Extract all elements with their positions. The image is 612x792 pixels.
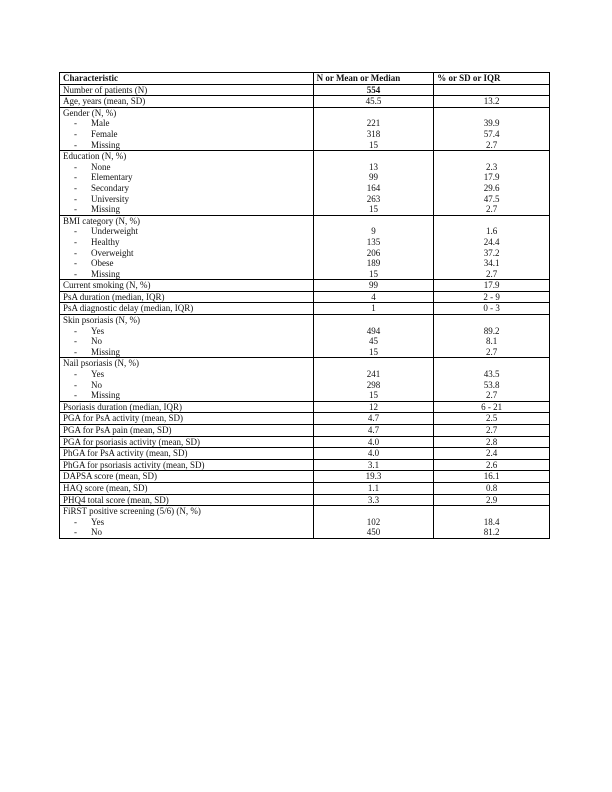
- patient-characteristics-table: [59, 72, 550, 539]
- row-stat: 2 - 9: [483, 291, 500, 302]
- sub-row: [63, 248, 310, 259]
- row-label: Education (N, %): [63, 151, 127, 162]
- row-stat-cell: [434, 107, 550, 150]
- sub-row-stat: 81.2: [483, 527, 500, 538]
- row-value: 4.7: [367, 413, 380, 424]
- row-label: Skin psoriasis (N, %): [63, 315, 140, 326]
- row-label-cell: [60, 494, 314, 506]
- sub-row-label: Underweight: [91, 226, 138, 237]
- row-value-cell: [313, 482, 434, 494]
- bullet-dash: -: [74, 247, 77, 258]
- row-label-cell: [60, 413, 314, 425]
- sub-row: [63, 347, 310, 358]
- sub-row-stat: 24.4: [483, 236, 500, 247]
- row-value: 1: [371, 303, 376, 314]
- sub-row-stat: 2.7: [486, 346, 498, 357]
- row-stat: 16.1: [483, 471, 500, 482]
- sub-row: [63, 129, 310, 140]
- sub-row-value: 13: [368, 161, 378, 172]
- sub-row: [63, 118, 310, 129]
- blank-line: [317, 315, 431, 326]
- row-value-cell: [313, 84, 434, 96]
- bullet-dash: -: [74, 182, 77, 193]
- sub-row-label: Elementary: [91, 172, 133, 183]
- table-row: [60, 215, 550, 280]
- sub-row-label: Missing: [91, 390, 121, 401]
- row-value-cell: [313, 459, 434, 471]
- row-stat-cell: [434, 482, 550, 494]
- row-value: 12: [368, 401, 378, 412]
- bullet-dash: -: [74, 268, 77, 279]
- bullet-dash: -: [74, 139, 77, 150]
- blank-line: [317, 358, 431, 369]
- row-stat: 2.4: [486, 448, 498, 459]
- blank-line: [437, 108, 546, 119]
- sub-row-label: University: [91, 193, 129, 204]
- row-stat-cell: [434, 471, 550, 483]
- sub-row-value: 135: [366, 236, 381, 247]
- row-value-cell: [313, 494, 434, 506]
- table-row: [60, 482, 550, 494]
- row-stat-cell: [434, 459, 550, 471]
- row-label: Psoriasis duration (median, IQR): [63, 401, 182, 412]
- sub-row-value: 494: [366, 325, 381, 336]
- sub-row-stat: 43.5: [483, 369, 500, 380]
- sub-row: [63, 237, 310, 248]
- sub-row-value: 15: [368, 268, 378, 279]
- bullet-dash: -: [74, 204, 77, 215]
- sub-row: [63, 380, 310, 391]
- row-label-cell: [60, 448, 314, 460]
- bullet-dash: -: [74, 172, 77, 183]
- sub-row: [63, 527, 310, 538]
- row-label-cell: [60, 401, 314, 413]
- row-value-cell: [313, 401, 434, 413]
- bullet-dash: -: [74, 336, 77, 347]
- row-value-cell: [313, 358, 434, 401]
- row-label: PsA diagnostic delay (median, IQR): [63, 303, 194, 314]
- row-label: PhGA for PsA activity (mean, SD): [63, 448, 188, 459]
- row-value: 45.5: [365, 96, 382, 107]
- row-value-cell: [313, 291, 434, 303]
- bullet-dash: -: [74, 390, 77, 401]
- row-label-cell: [60, 471, 314, 483]
- sub-row-stat: 47.5: [483, 193, 500, 204]
- sub-row-stat: 2.7: [486, 390, 498, 401]
- sub-row: [63, 226, 310, 237]
- header-pct-sd-iqr: % or SD or IQR: [434, 73, 550, 85]
- sub-row-stat: 29.6: [483, 182, 500, 193]
- row-label: BMI category (N, %): [63, 215, 140, 226]
- row-label-cell: [60, 151, 314, 216]
- row-stat: 13.2: [483, 96, 500, 107]
- table-row: [60, 448, 550, 460]
- row-label: HAQ score (mean, SD): [63, 482, 148, 493]
- row-label: FiRST positive screening (5/6) (N, %): [63, 506, 201, 517]
- row-value-cell: [313, 303, 434, 315]
- row-label: PGA for psoriasis activity (mean, SD): [63, 436, 200, 447]
- row-value: 4.7: [367, 425, 380, 435]
- sub-row-value: 15: [368, 139, 378, 150]
- row-value: 4.0: [367, 448, 380, 459]
- row-stat-cell: [434, 413, 550, 425]
- sub-row-label: Overweight: [91, 247, 134, 258]
- sub-row: [63, 194, 310, 205]
- row-label-cell: [60, 506, 314, 539]
- row-stat: 2.5: [486, 413, 498, 424]
- sub-row-label: Female: [91, 128, 118, 139]
- row-stat: 17.9: [483, 280, 500, 291]
- row-stat: 2.7: [486, 425, 498, 435]
- row-label: PsA duration (median, IQR): [63, 291, 165, 302]
- row-stat-cell: [434, 401, 550, 413]
- bullet-dash: -: [74, 193, 77, 204]
- bullet-dash: -: [74, 369, 77, 380]
- sub-row-stat: 37.2: [483, 247, 500, 258]
- row-label: PhGA for psoriasis activity (mean, SD): [63, 459, 205, 470]
- table-row: [60, 506, 550, 539]
- table-row: [60, 436, 550, 448]
- row-label-cell: [60, 425, 314, 437]
- row-value-cell: [313, 471, 434, 483]
- blank-line: [317, 108, 431, 119]
- row-stat-cell: [434, 425, 550, 437]
- row-stat-cell: [434, 215, 550, 280]
- sub-row-value: 99: [368, 172, 378, 183]
- sub-row-stat: 1.6: [486, 226, 498, 237]
- table-row: [60, 413, 550, 425]
- row-value: 19.3: [365, 471, 382, 482]
- sub-row: [63, 269, 310, 280]
- row-stat-cell: [434, 494, 550, 506]
- row-stat-cell: [434, 151, 550, 216]
- bullet-dash: -: [74, 346, 77, 357]
- sub-row: [63, 517, 310, 528]
- table-row: [60, 280, 550, 292]
- sub-row-value: 206: [366, 247, 381, 258]
- bullet-dash: -: [74, 325, 77, 336]
- sub-row-stat: 2.7: [486, 139, 498, 150]
- sub-row: [63, 204, 310, 215]
- blank-line: [317, 216, 431, 227]
- sub-row-value: 189: [366, 258, 381, 269]
- sub-row-label: No: [91, 379, 102, 390]
- table-row: [60, 315, 550, 358]
- sub-row-value: 164: [366, 182, 381, 193]
- table-row: [60, 494, 550, 506]
- sub-row-stat: 17.9: [483, 172, 500, 183]
- table-row: [60, 107, 550, 150]
- sub-row-label: Secondary: [91, 182, 129, 193]
- table-row: [60, 471, 550, 483]
- row-value: 4: [371, 291, 376, 302]
- sub-row: [63, 162, 310, 173]
- sub-row-label: Yes: [91, 369, 105, 380]
- sub-row-label: Obese: [91, 258, 114, 269]
- blank-line: [437, 506, 546, 517]
- row-label: PGA for PsA pain (mean, SD): [63, 425, 172, 435]
- row-value-cell: [313, 413, 434, 425]
- blank-line: [317, 506, 431, 517]
- table-body: [60, 84, 550, 538]
- row-stat-cell: [434, 84, 550, 96]
- row-stat: 2.6: [486, 459, 498, 470]
- table-row: [60, 96, 550, 108]
- row-value-cell: [313, 280, 434, 292]
- sub-row: [63, 336, 310, 347]
- row-value: 554: [366, 84, 381, 95]
- sub-row-label: Missing: [91, 139, 121, 150]
- sub-row-label: Missing: [91, 268, 121, 279]
- row-label-cell: [60, 280, 314, 292]
- bullet-dash: -: [74, 128, 77, 139]
- sub-row-label: No: [91, 336, 102, 347]
- row-stat-cell: [434, 506, 550, 539]
- blank-line: [437, 216, 546, 227]
- table-row: [60, 401, 550, 413]
- row-stat: 6 - 21: [481, 401, 503, 412]
- sub-row: [63, 140, 310, 151]
- sub-row-value: 9: [371, 226, 376, 237]
- header-n-mean-median: N or Mean or Median: [313, 73, 434, 85]
- table-header-row: [60, 73, 550, 85]
- sub-row-label: Missing: [91, 204, 121, 215]
- row-label-cell: [60, 215, 314, 280]
- row-value: 1.1: [367, 482, 380, 493]
- row-label-cell: [60, 96, 314, 108]
- sub-row-stat: 89.2: [483, 325, 500, 336]
- sub-row-stat: 34.1: [483, 258, 500, 269]
- blank-line: [437, 315, 546, 326]
- bullet-dash: -: [74, 527, 77, 538]
- row-value-cell: [313, 448, 434, 460]
- sub-row: [63, 326, 310, 337]
- sub-row-stat: 2.7: [486, 204, 498, 215]
- sub-row-value: 15: [368, 204, 378, 215]
- row-value-cell: [313, 107, 434, 150]
- bullet-dash: -: [74, 236, 77, 247]
- sub-row-stat: 39.9: [483, 118, 500, 129]
- row-label-cell: [60, 315, 314, 358]
- row-label-cell: [60, 482, 314, 494]
- sub-row-stat: 57.4: [483, 128, 500, 139]
- row-stat-cell: [434, 315, 550, 358]
- sub-row-label: Yes: [91, 325, 105, 336]
- row-stat-cell: [434, 448, 550, 460]
- row-stat: 2.8: [486, 436, 498, 447]
- row-value-cell: [313, 215, 434, 280]
- sub-row-stat: 18.4: [483, 516, 500, 527]
- blank-line: [437, 151, 546, 162]
- sub-row: [63, 183, 310, 194]
- row-label: Nail psoriasis (N, %): [63, 358, 139, 369]
- row-label: PHQ4 total score (mean, SD): [63, 494, 169, 505]
- bullet-dash: -: [74, 161, 77, 172]
- sub-row-value: 221: [366, 118, 381, 129]
- row-stat-cell: [434, 96, 550, 108]
- table-row: [60, 84, 550, 96]
- row-label: Gender (N, %): [63, 107, 117, 118]
- row-label-cell: [60, 303, 314, 315]
- bullet-dash: -: [74, 258, 77, 269]
- row-label-cell: [60, 291, 314, 303]
- table-row: [60, 303, 550, 315]
- sub-row-value: 450: [366, 527, 381, 538]
- row-value-cell: [313, 315, 434, 358]
- bullet-dash: -: [74, 516, 77, 527]
- row-value: 3.1: [367, 459, 380, 470]
- row-value-cell: [313, 425, 434, 437]
- row-value-cell: [313, 96, 434, 108]
- sub-row-value: 318: [366, 128, 381, 139]
- row-stat-cell: [434, 280, 550, 292]
- sub-row-stat: 8.1: [486, 336, 498, 347]
- table-row: [60, 358, 550, 401]
- sub-row-stat: 2.7: [486, 268, 498, 279]
- row-value: 99: [368, 280, 378, 291]
- sub-row-value: 241: [366, 369, 381, 380]
- sub-row-value: 15: [368, 346, 378, 357]
- row-value: 4.0: [367, 436, 380, 447]
- row-label: Current smoking (N, %): [63, 280, 151, 291]
- sub-row-value: 45: [368, 336, 378, 347]
- row-stat-cell: [434, 291, 550, 303]
- row-label-cell: [60, 358, 314, 401]
- sub-row-stat: 53.8: [483, 379, 500, 390]
- table-row: [60, 151, 550, 216]
- sub-row-value: 263: [366, 193, 381, 204]
- bullet-dash: -: [74, 379, 77, 390]
- sub-row-label: Missing: [91, 346, 121, 357]
- table-row: [60, 425, 550, 437]
- sub-row-label: None: [91, 161, 111, 172]
- row-label: PGA for PsA activity (mean, SD): [63, 413, 183, 424]
- row-stat-cell: [434, 436, 550, 448]
- sub-row: [63, 172, 310, 183]
- blank-line: [437, 358, 546, 369]
- sub-row-value: 298: [366, 379, 381, 390]
- row-label: Age, years (mean, SD): [63, 96, 146, 107]
- row-value-cell: [313, 436, 434, 448]
- sub-row-value: 15: [368, 390, 378, 401]
- sub-row-label: Yes: [91, 516, 105, 527]
- sub-row: [63, 258, 310, 269]
- bullet-dash: -: [74, 118, 77, 129]
- blank-line: [317, 151, 431, 162]
- row-label-cell: [60, 436, 314, 448]
- header-characteristic: Characteristic: [60, 73, 314, 85]
- row-stat: 2.9: [486, 494, 498, 505]
- row-label: DAPSA score (mean, SD): [63, 471, 157, 482]
- row-value: 3.3: [367, 494, 380, 505]
- table-row: [60, 459, 550, 471]
- row-stat: 0.8: [486, 482, 498, 493]
- sub-row: [63, 369, 310, 380]
- table-row: [60, 291, 550, 303]
- sub-row-label: Healthy: [91, 236, 120, 247]
- row-label-cell: [60, 84, 314, 96]
- row-value-cell: [313, 151, 434, 216]
- row-stat: 0 - 3: [483, 303, 500, 314]
- row-label-cell: [60, 459, 314, 471]
- bullet-dash: -: [74, 226, 77, 237]
- sub-row-value: 102: [366, 516, 381, 527]
- row-label-cell: [60, 107, 314, 150]
- sub-row-label: No: [91, 527, 102, 538]
- sub-row-stat: 2.3: [486, 161, 498, 172]
- row-label: Number of patients (N): [63, 84, 148, 95]
- row-stat-cell: [434, 303, 550, 315]
- sub-row-label: Male: [91, 118, 110, 129]
- sub-row: [63, 390, 310, 401]
- row-stat-cell: [434, 358, 550, 401]
- row-stat: [437, 85, 546, 96]
- row-value-cell: [313, 506, 434, 539]
